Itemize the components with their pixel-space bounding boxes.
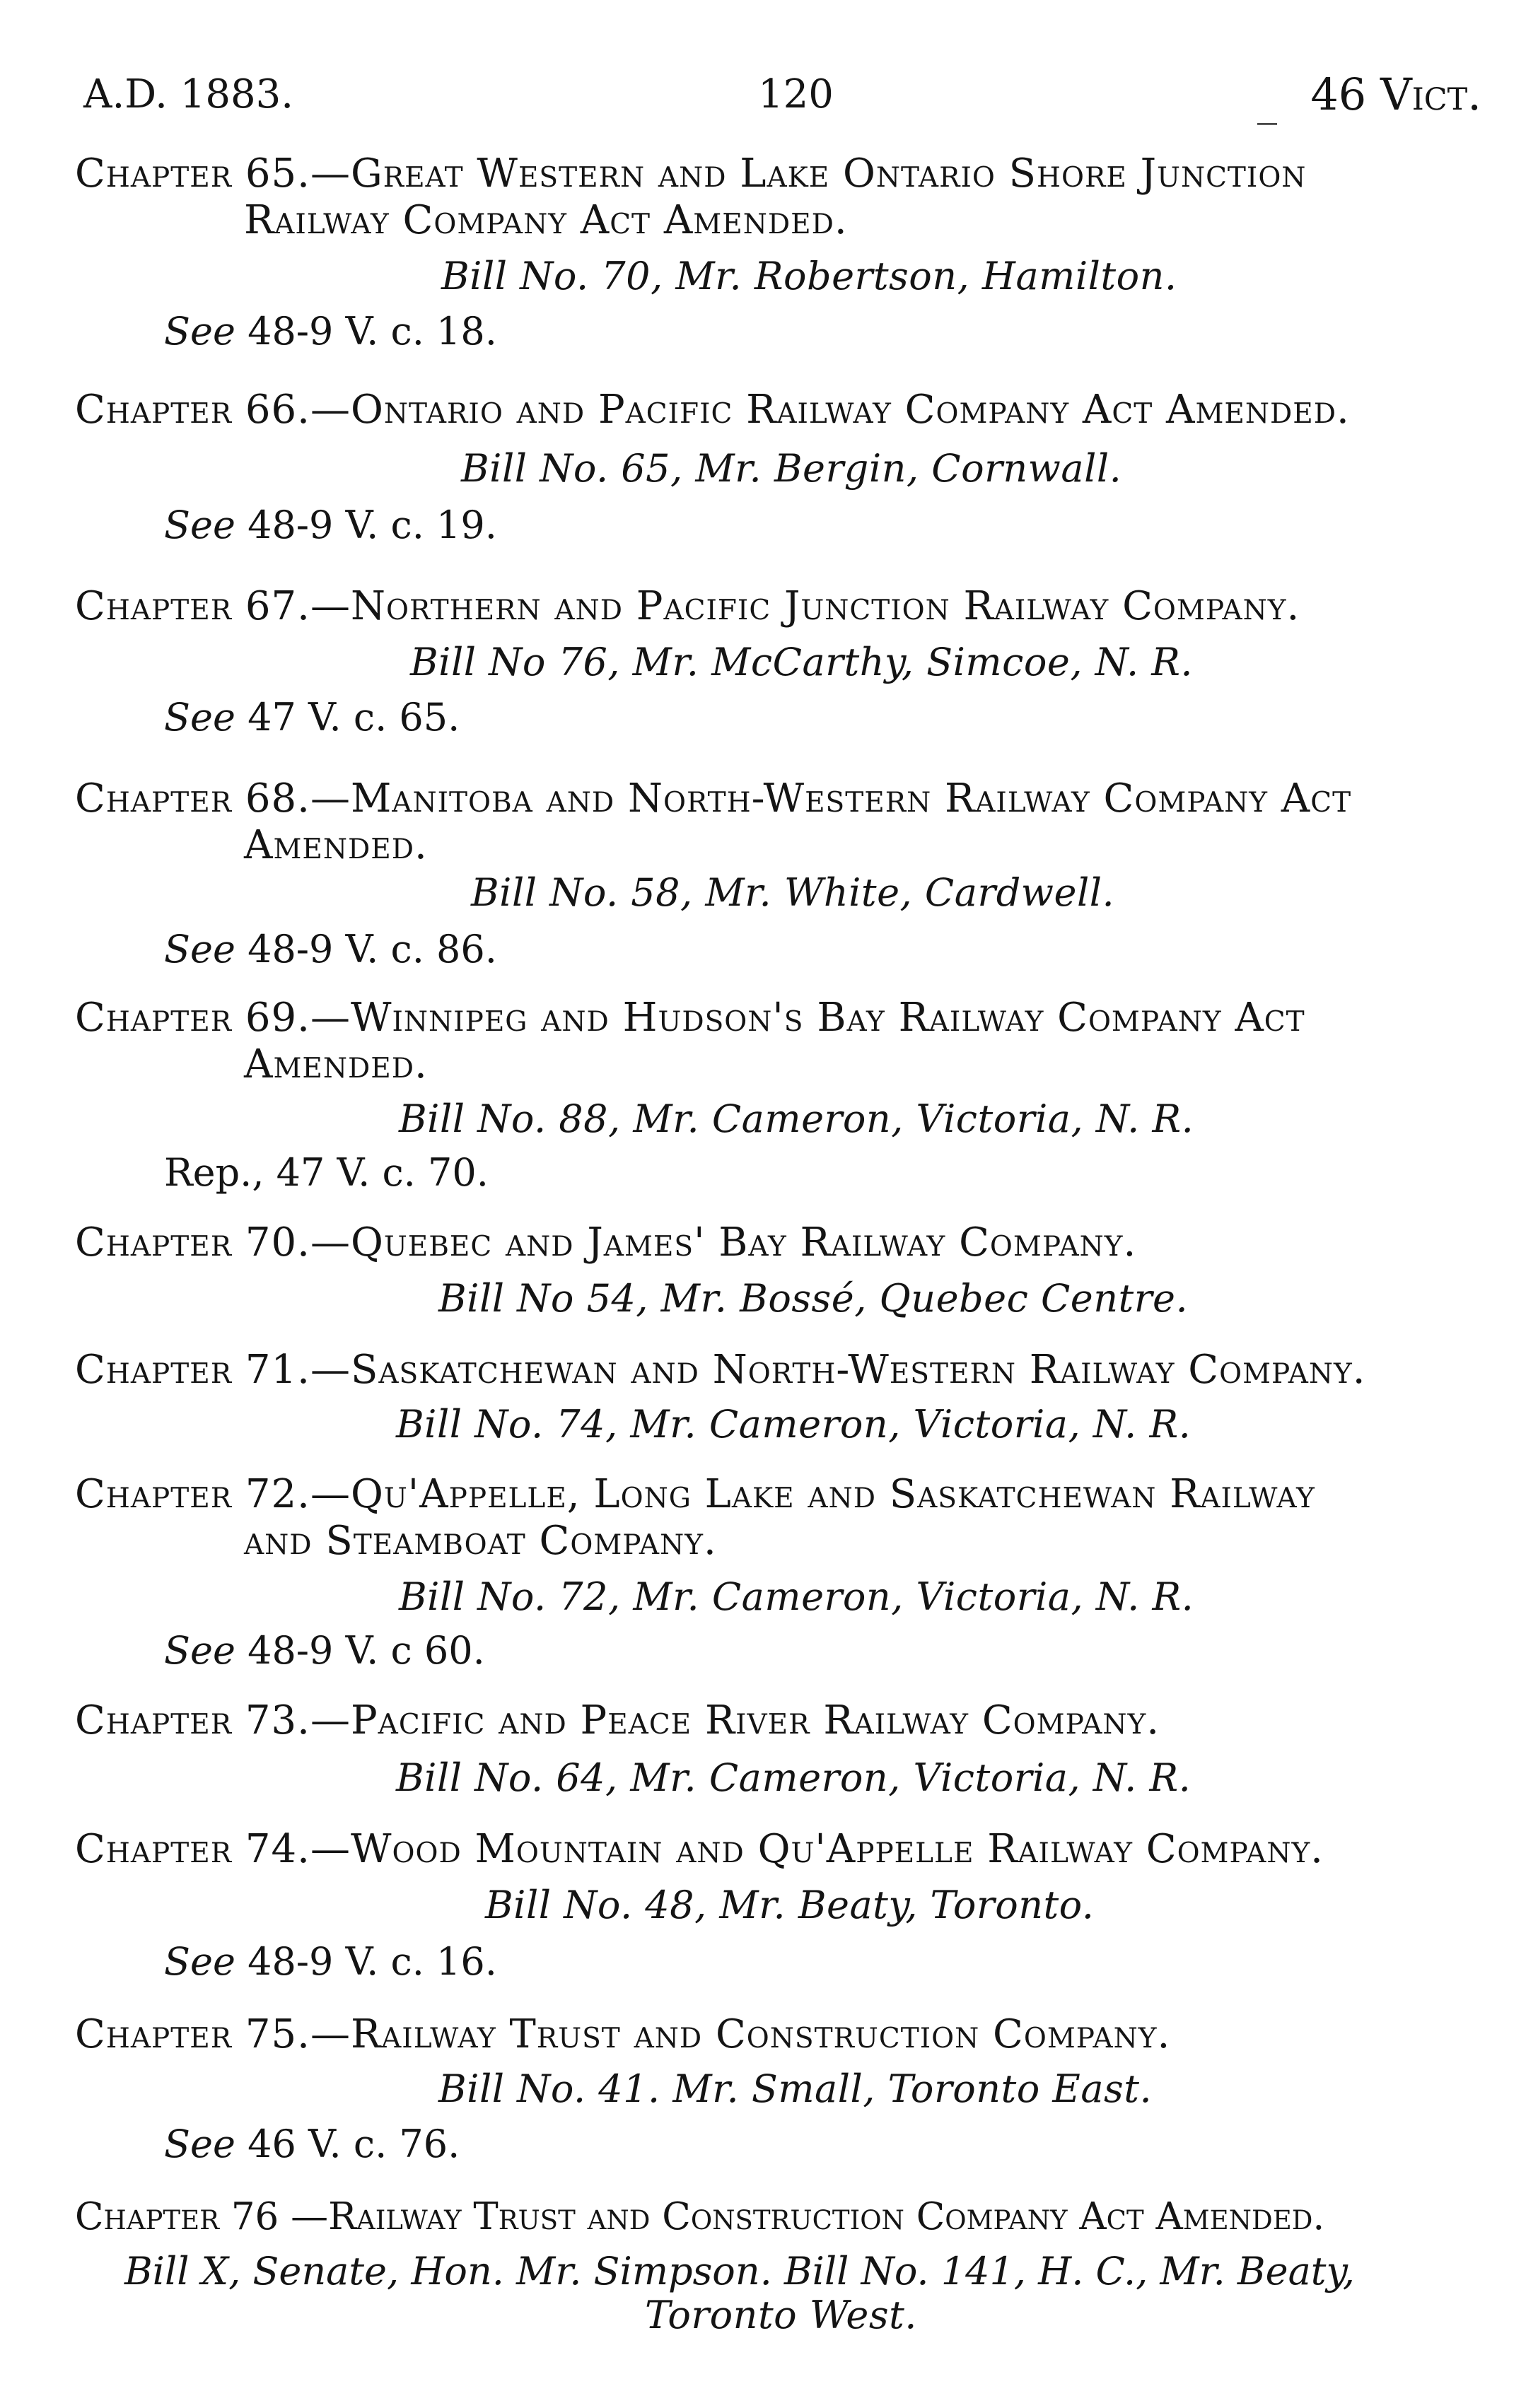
reference-text: 46 V. c. 76.: [235, 2122, 460, 2166]
chapter-69-title-cont: Amended.: [244, 1041, 428, 1087]
chapter-69-title: Chapter 69.—Winnipeg and Hudson's Bay Railway Company Act: [75, 995, 1305, 1041]
reference-text: 48-9 V. c. 18.: [235, 309, 497, 353]
chapter-75-reference: [164, 2122, 460, 2166]
chapter-68-bill: Bill No. 58, Mr. White, Cardwell.: [471, 870, 1115, 915]
chapter-76-title: Chapter 76 —Railway Trust and Construction Company Act Amended.: [75, 2195, 1325, 2238]
chapter-73-bill: Bill No. 64, Mr. Cameron, Victoria, N. R.: [396, 1755, 1192, 1800]
chapter-76-bill-cont: Toronto West.: [645, 2293, 917, 2337]
chapter-68-reference: [164, 928, 497, 971]
reference-text: 48-9 V. c. 86.: [235, 927, 497, 971]
chapter-65-bill: Bill No. 70, Mr. Robertson, Hamilton.: [441, 254, 1177, 298]
chapter-75-title: Chapter 75.—Railway Trust and Construction Company.: [75, 2011, 1171, 2057]
chapter-72-title-cont: and Steamboat Company.: [244, 1518, 717, 1564]
chapter-72-bill: Bill No. 72, Mr. Cameron, Victoria, N. R.: [399, 1574, 1194, 1619]
header-year: A.D. 1883.: [83, 71, 294, 117]
chapter-65-title-cont: Railway Company Act Amended.: [244, 197, 848, 243]
reference-text: Rep., 47 V. c. 70.: [164, 1150, 489, 1195]
see-label: See: [164, 695, 235, 740]
see-label: See: [164, 503, 235, 547]
chapter-74-title: Chapter 74.—Wood Mountain and Qu'Appelle Railway Company.: [75, 1826, 1324, 1872]
header-dash: _: [1257, 79, 1277, 125]
chapter-73-title: Chapter 73.—Pacific and Peace River Railway Company.: [75, 1697, 1160, 1743]
chapter-75-bill: Bill No. 41. Mr. Small, Toronto East.: [438, 2067, 1153, 2111]
page-number: 120: [758, 71, 834, 117]
chapter-67-reference: [164, 696, 460, 740]
see-label: See: [164, 1628, 235, 1673]
reference-text: 48-9 V. c. 19.: [235, 503, 497, 547]
chapter-65-title: Chapter 65.—Great Western and Lake Ontario Shore Junction: [75, 151, 1307, 197]
chapter-74-reference: [164, 1940, 497, 1984]
chapter-71-title: Chapter 71.—Saskatchewan and North-Western Railway Company.: [75, 1347, 1366, 1393]
chapter-72-title: Chapter 72.—Qu'Appelle, Long Lake and Saskatchewan Railway: [75, 1471, 1315, 1517]
reference-text: 48-9 V. c. 16.: [235, 1939, 497, 1984]
chapter-71-bill: Bill No. 74, Mr. Cameron, Victoria, N. R.: [396, 1402, 1192, 1446]
chapter-67-bill: Bill No 76, Mr. McCarthy, Simcoe, N. R.: [410, 640, 1194, 684]
see-label: See: [164, 309, 235, 353]
see-label: See: [164, 2122, 235, 2166]
chapter-65-reference: [164, 310, 497, 353]
reference-text: 47 V. c. 65.: [235, 695, 460, 740]
see-label: See: [164, 927, 235, 971]
chapter-68-title-cont: Amended.: [244, 822, 428, 868]
chapter-76-bill: Bill X, Senate, Hon. Mr. Simpson. Bill No. 141, H. C., Mr. Beaty,: [124, 2249, 1355, 2293]
chapter-70-bill: Bill No 54, Mr. Bossé, Quebec Centre.: [438, 1276, 1189, 1321]
reference-text: 48-9 V. c 60.: [235, 1628, 485, 1673]
chapter-69-bill: Bill No. 88, Mr. Cameron, Victoria, N. R.: [399, 1097, 1194, 1141]
chapter-74-bill: Bill No. 48, Mr. Beaty, Toronto.: [485, 1883, 1095, 1927]
chapter-70-title: Chapter 70.—Quebec and James' Bay Railway Company.: [75, 1220, 1137, 1266]
chapter-67-title: Chapter 67.—Northern and Pacific Junction Railway Company.: [75, 583, 1300, 629]
chapter-66-reference: [164, 503, 497, 547]
chapter-68-title: Chapter 68.—Manitoba and North-Western Railway Company Act: [75, 776, 1352, 822]
chapter-69-reference: [164, 1151, 489, 1195]
header-regnal-year: 46 Vict.: [1310, 69, 1481, 120]
see-label: See: [164, 1939, 235, 1984]
chapter-72-reference: [164, 1629, 485, 1673]
chapter-66-bill: Bill No. 65, Mr. Bergin, Cornwall.: [461, 446, 1122, 491]
chapter-66-title: Chapter 66.—Ontario and Pacific Railway Company Act Amended.: [75, 387, 1350, 433]
